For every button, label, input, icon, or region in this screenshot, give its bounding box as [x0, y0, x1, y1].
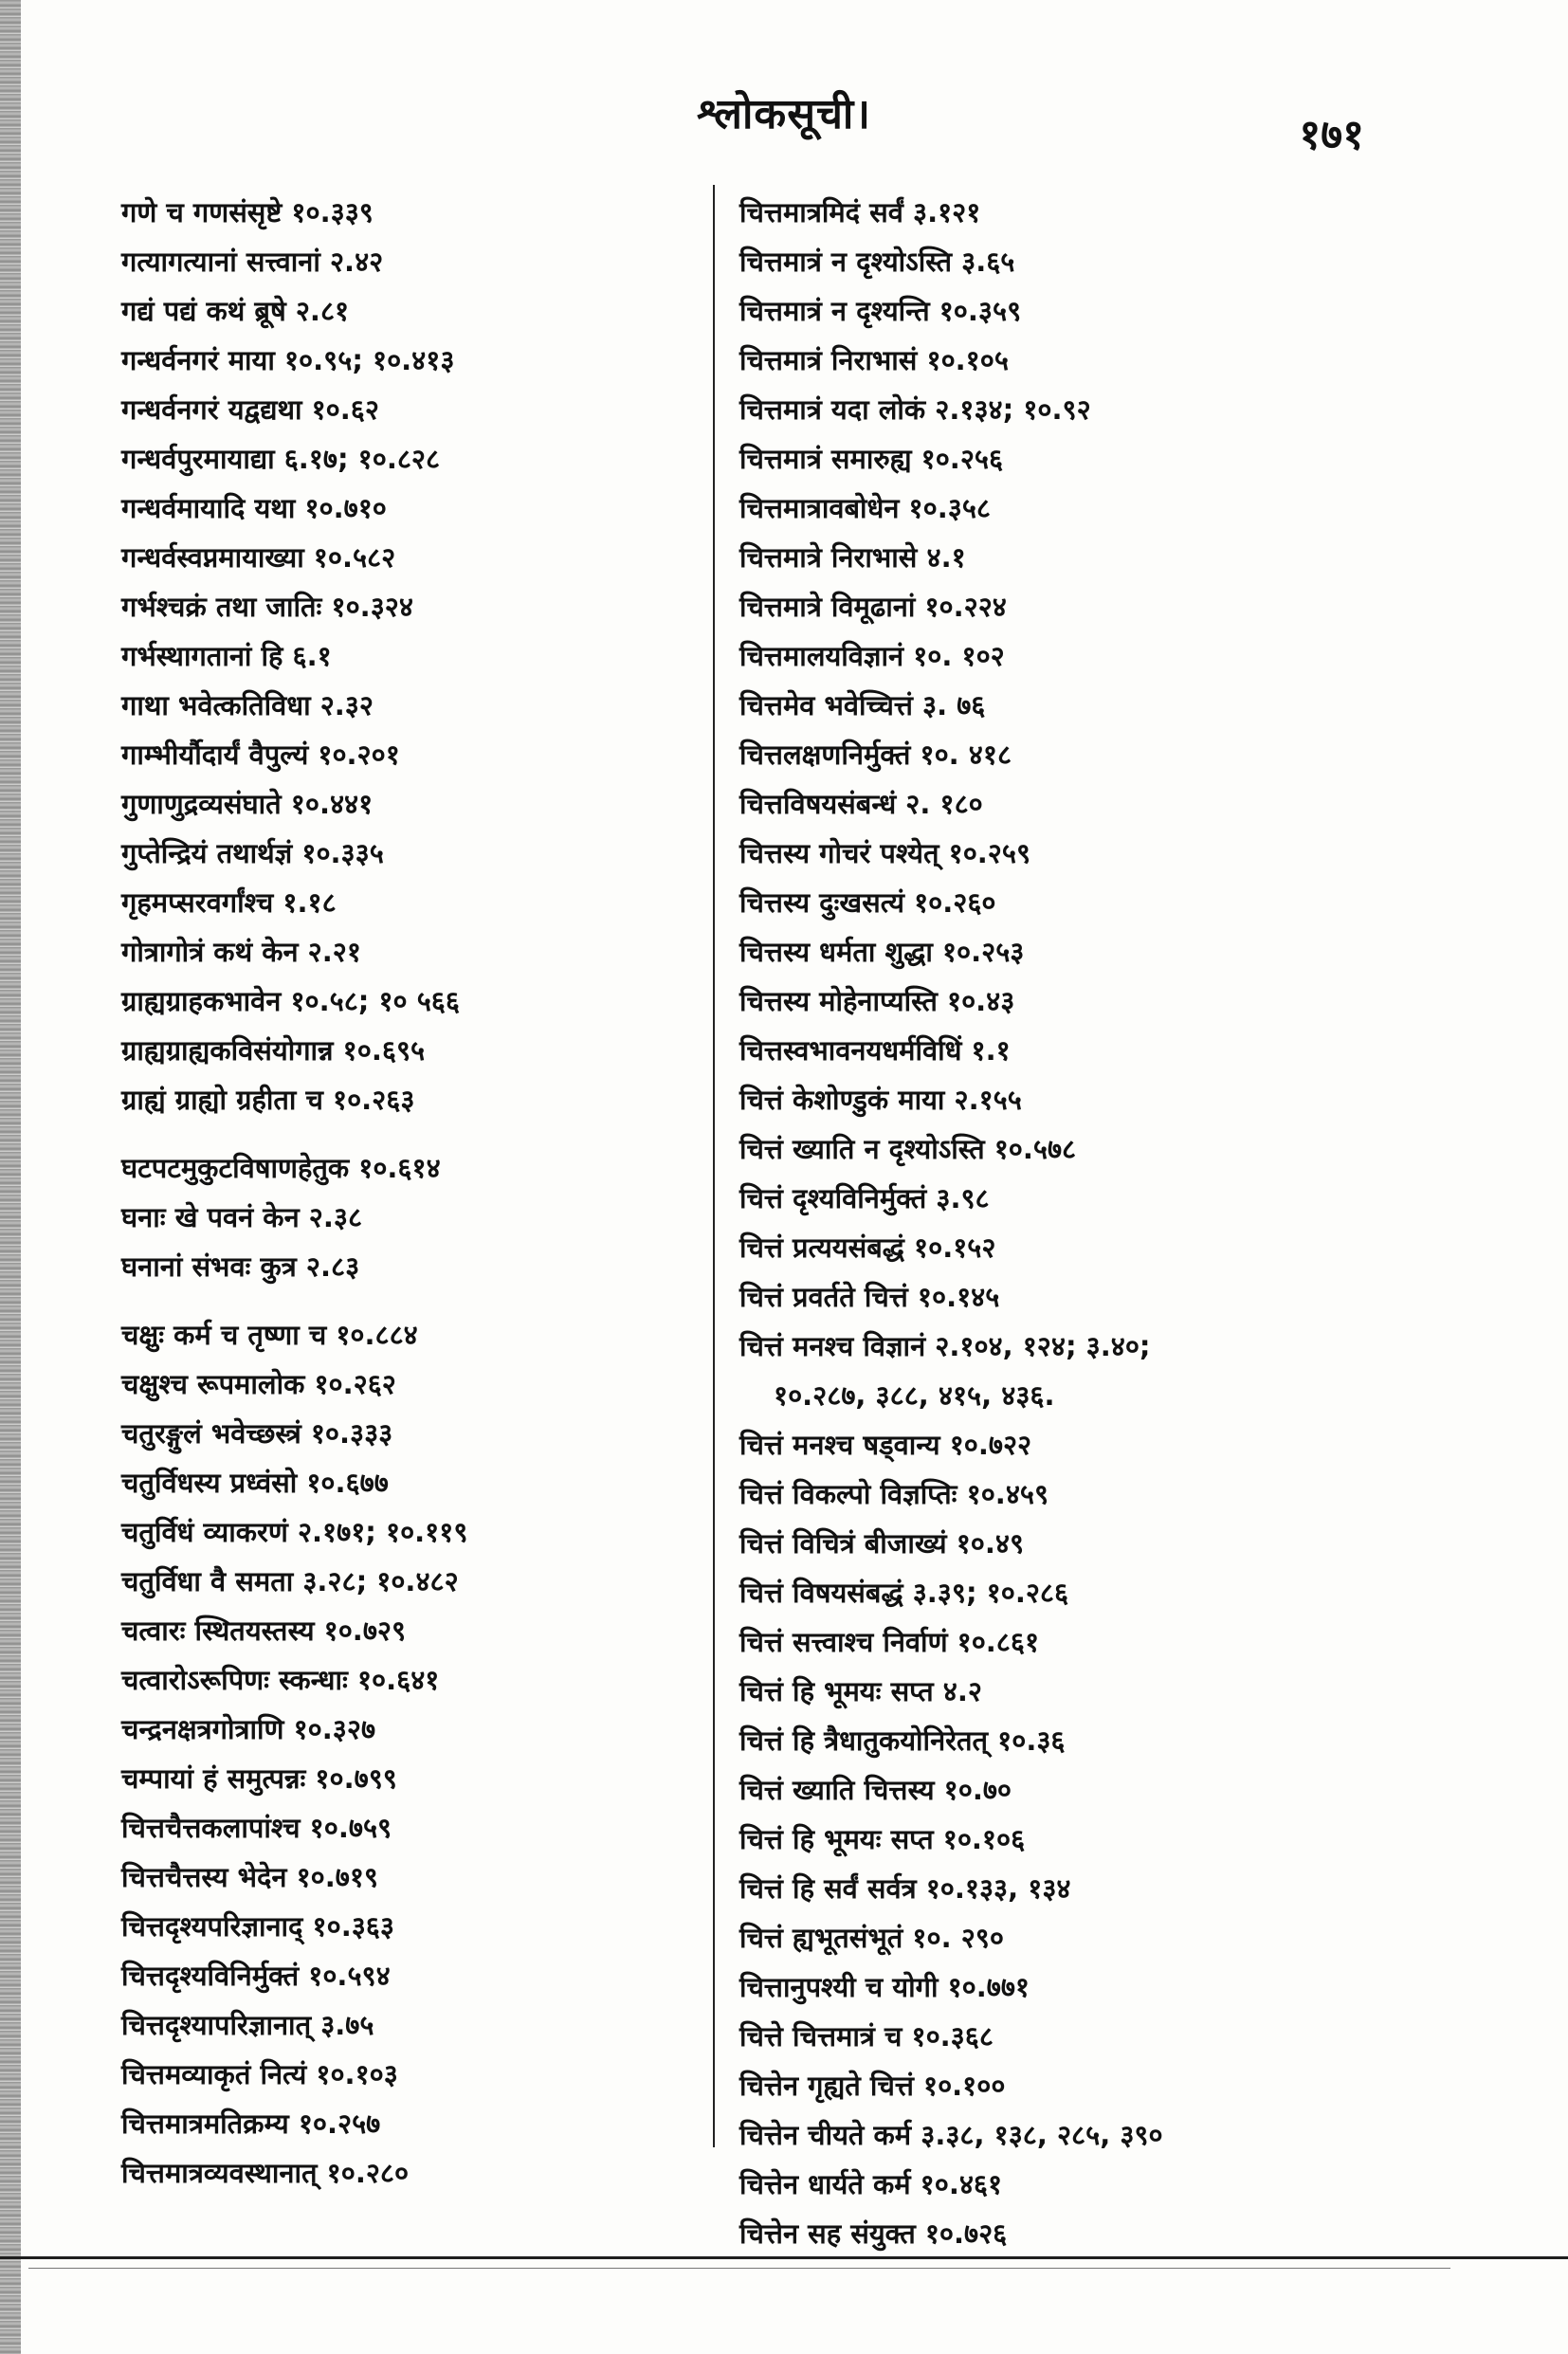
index-entry: चित्तस्य धर्मता शुद्धा १०.२५३: [739, 936, 1025, 968]
index-entry: ग्राह्यग्राहकभावेन १०.५८; १० ५६६: [121, 985, 460, 1017]
index-entry: चित्तमात्रं समारुह्य १०.२५६: [739, 443, 1004, 475]
index-entry: चित्तमात्रावबोधेन १०.३५८: [739, 492, 991, 524]
index-entry: चित्तमात्रे विमूढानां १०.२२४: [739, 591, 1007, 623]
page-number: १७१: [1299, 111, 1364, 159]
index-entry: गोत्रागोत्रं कथं केन २.२१: [121, 936, 361, 968]
column-divider: [713, 185, 715, 2147]
index-entry: चित्तमात्रमिदं सर्वं ३.१२१: [739, 196, 981, 228]
index-entry: चित्ते चित्तमात्रं च १०.३६८: [739, 2020, 994, 2053]
index-entry: चित्तमात्रं न दृश्योऽस्ति ३.६५: [739, 246, 1015, 278]
index-entry: चित्तानुपश्यी च योगी १०.७७१: [739, 1971, 1030, 2003]
index-entry: चित्तमात्रं यदा लोकं २.१३४; १०.९२: [739, 393, 1091, 426]
index-entry: चित्तेन चीयते कर्म ३.३८, १३८, २८५, ३९०: [739, 2119, 1163, 2151]
bottom-rule: [0, 2256, 1568, 2259]
index-entry: गन्धर्वमायादि यथा १०.७१०: [121, 492, 387, 524]
index-entry: घनाः खे पवनं केन २.३८: [121, 1201, 363, 1233]
index-entry: चित्तं दृश्यविनिर्मुक्तं ३.९८: [739, 1182, 990, 1214]
index-entry: चित्तस्वभावनयधर्मविधिं १.१: [739, 1034, 1011, 1067]
index-entry: चित्तचैत्तकलापांश्च १०.७५९: [121, 1812, 392, 1844]
section-gap: [121, 1291, 690, 1310]
index-entry: गत्यागत्यानां सत्त्वानां २.४२: [121, 246, 384, 278]
index-entry: चतुरङ्गुलं भवेच्छस्त्रं १०.३३३: [121, 1417, 393, 1450]
index-entry: चित्तं सत्त्वाश्च निर्वाणं १०.८६१: [739, 1626, 1040, 1658]
index-entry: चित्तं विकल्पो विज्ञप्तिः १०.४५९: [739, 1478, 1049, 1510]
index-entry: चन्द्रनक्षत्रगोत्राणि १०.३२७: [121, 1713, 376, 1745]
index-entry: घटपटमुकुटविषाणहेतुक १०.६१४: [121, 1152, 441, 1184]
index-entry: गन्धर्वनगरं यद्वद्यथा १०.६२: [121, 393, 379, 426]
index-entry: चित्तेन गृह्यते चित्तं १०.१००: [739, 2070, 1006, 2102]
index-entry: गर्भस्थागतानां हि ६.१: [121, 640, 332, 672]
index-entry: चित्तेन धार्यते कर्म १०.४६१: [739, 2168, 1003, 2200]
index-entry: गन्धर्वनगरं माया १०.९५; १०.४१३: [121, 344, 455, 376]
index-entry: गणे च गणसंसृष्टे १०.३३९: [121, 196, 374, 228]
index-entry: १०.२८७, ३८८, ४१५, ४३६.: [774, 1379, 1055, 1412]
left-column: [121, 188, 690, 2198]
index-entry: चित्तमव्याकृतं नित्यं १०.१०३: [121, 2058, 398, 2090]
bottom-rule-thin: [28, 2268, 1450, 2269]
index-entry: चित्तविषयसंबन्धं २. १८०: [739, 788, 983, 820]
index-entry: चित्तमात्रं न दृश्यन्ति १०.३५९: [739, 295, 1022, 327]
index-entry: चित्तमात्रे निराभासे ४.१: [739, 541, 966, 574]
index-entry: गन्धर्वस्वप्नमायाख्या १०.५८२: [121, 541, 396, 574]
index-entry: चित्तमालयविज्ञानं १०. १०२: [739, 640, 1005, 672]
index-entry: चित्तं केशोण्डुकं माया २.१५५: [739, 1084, 1022, 1116]
index-entry: चित्तमात्रं निराभासं १०.१०५: [739, 344, 1009, 376]
index-entry: गाथा भवेत्कतिविधा २.३२: [121, 689, 374, 721]
index-entry: चक्षुः कर्म च तृष्णा च १०.८८४: [121, 1319, 418, 1351]
index-entry: गाम्भीर्यौदार्यं वैपुल्यं १०.२०१: [121, 739, 400, 771]
page-title: श्लोकसूची।: [697, 90, 871, 138]
index-entry: चित्तमात्रमतिक्रम्य १०.२५७: [121, 2108, 381, 2140]
book-binding-edge: [0, 0, 21, 2354]
index-entry: चित्तदृश्यपरिज्ञानाद् १०.३६३: [121, 1910, 394, 1943]
index-entry: चत्वारः स्थितयस्तस्य १०.७२९: [121, 1615, 407, 1647]
index-entry: गुप्तेन्द्रियं तथार्थज्ञं १०.३३५: [121, 837, 384, 869]
index-entry: चित्तं विचित्रं बीजाख्यं १०.४९: [739, 1527, 1025, 1560]
index-entry: चित्तचैत्तस्य भेदेन १०.७१९: [121, 1861, 379, 1893]
index-entry: चित्तस्य मोहेनाप्यस्ति १०.४३: [739, 985, 1015, 1017]
index-entry: गुणाणुद्रव्यसंघाते १०.४४१: [121, 788, 374, 820]
index-entry: चित्तं मनश्च विज्ञानं २.१०४, १२४; ३.४०;: [739, 1330, 1151, 1362]
index-entry: चतुर्विधं व्याकरणं २.१७१; १०.११९: [121, 1516, 468, 1548]
index-entry: चित्तलक्षणनिर्मुक्तं १०. ४१८: [739, 739, 1012, 771]
index-entry: चतुर्विधा वै समता ३.२८; १०.४८२: [121, 1565, 459, 1597]
index-entry: चित्तं ख्याति न दृश्योऽस्ति १०.५७८: [739, 1133, 1077, 1165]
index-entry: चित्तं विषयसंबद्धं ३.३९; १०.२८६: [739, 1577, 1069, 1609]
index-entry: चित्तं हि सर्वं सर्वत्र १०.१३३, १३४: [739, 1872, 1071, 1905]
index-entry: ग्राह्यं ग्राह्यो ग्रहीता च १०.२६३: [121, 1084, 415, 1116]
index-entry: चित्तमेव भवेच्चित्तं ३. ७६: [739, 689, 986, 721]
index-entry: चित्तस्य दुःखसत्यं १०.२६०: [739, 886, 996, 919]
index-entry: चित्तं हि भूमयः सप्त ४.२: [739, 1675, 982, 1707]
index-entry: चत्वारोऽरूपिणः स्कन्धाः १०.६४१: [121, 1664, 440, 1696]
index-entry: चित्तदृश्यविनिर्मुक्तं १०.५९४: [121, 1960, 391, 1992]
right-column: [739, 188, 1346, 2258]
index-entry: चित्तमात्रव्यवस्थानात् १०.२८०: [121, 2157, 410, 2189]
index-entry: चित्तं हि भूमयः सप्त १०.१०६: [739, 1823, 1026, 1855]
index-entry: चित्तेन सह संयुक्त १०.७२६: [739, 2217, 1008, 2250]
index-entry: ग्राह्यग्राह्यकविसंयोगान्न १०.६९५: [121, 1034, 426, 1067]
index-entry: चित्तदृश्यापरिज्ञानात् ३.७५: [121, 2009, 374, 2041]
index-entry: चित्तस्य गोचरं पश्येत् १०.२५९: [739, 837, 1031, 869]
index-entry: चित्तं ह्यभूतसंभूतं १०. २९०: [739, 1922, 1004, 1954]
index-entry: चित्तं प्रवर्तते चित्तं १०.१४५: [739, 1281, 1000, 1313]
index-entry: चित्तं ख्याति चित्तस्य १०.७०: [739, 1774, 1012, 1806]
index-entry: चम्पायां हं समुत्पन्नः १०.७९९: [121, 1762, 397, 1795]
section-gap: [121, 1124, 690, 1143]
index-entry: गृहमप्सरवर्गांश्च १.१८: [121, 886, 337, 919]
index-entry: चित्तं हि त्रैधातुकयोनिरेतत् १०.३६: [739, 1724, 1066, 1757]
index-entry: चित्तं मनश्च षड्वान्य १०.७२२: [739, 1429, 1032, 1461]
index-entry: गद्यं पद्यं कथं ब्रूषे २.८१: [121, 295, 350, 327]
index-entry: गन्धर्वपुरमायाद्या ६.१७; १०.८२८: [121, 443, 441, 475]
index-entry: चतुर्विधस्य प्रध्वंसो १०.६७७: [121, 1467, 389, 1499]
index-entry: चित्तं प्रत्ययसंबद्धं १०.१५२: [739, 1232, 996, 1264]
index-entry: गर्भश्चक्रं तथा जातिः १०.३२४: [121, 591, 413, 623]
index-entry: घनानां संभवः कुत्र २.८३: [121, 1250, 360, 1283]
index-entry: चक्षुश्च रूपमालोक १०.२६२: [121, 1368, 396, 1400]
